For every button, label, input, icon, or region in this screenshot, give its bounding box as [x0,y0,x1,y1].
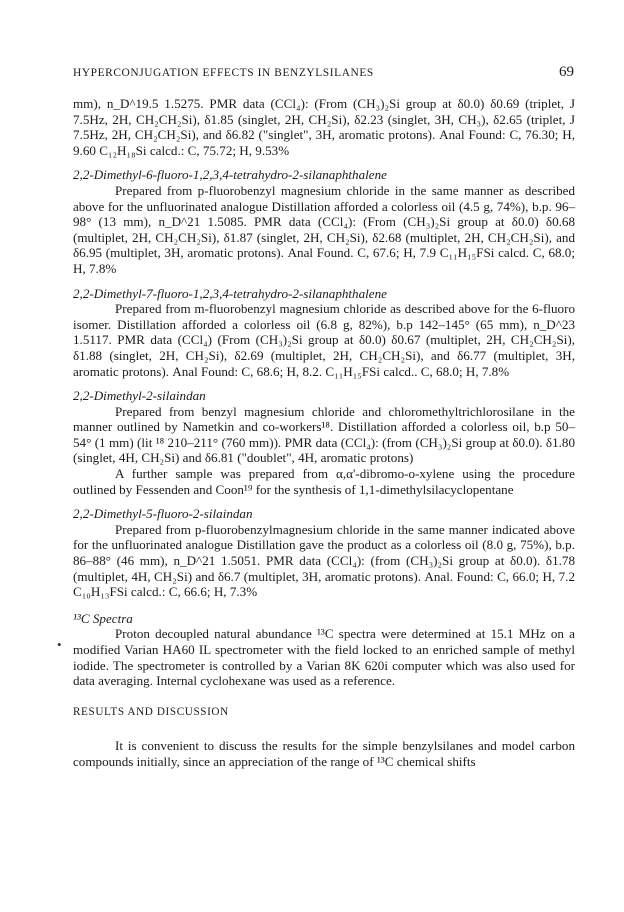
section-title: 2,2-Dimethyl-6-fluoro-1,2,3,4-tetrahydro-2-silanaphthalene [73,167,387,183]
intro-paragraph: mm), n_D^19.5 1.5275. PMR data (CCl₄): (From (CH₃)₂Si group at δ0.0) δ0.69 (triplet, J 7.5Hz, 2H, CH₂CH₂Si), δ1.85 (singlet, 2H, CH₂Si), δ2.23 (singlet, 3H, CH₃), δ2.65 (triplet, J 7.5Hz, 2H, CH₂CH₂Si), and δ6.82 ("singlet", 3H, aromatic protons). Anal Found: C, 76.30; H, 9.60 C₁₂H₁₈Si calcd.: C, 75.72; H, 9.53% [73,96,575,158]
section-c13-spectra [73,611,575,689]
section-paragraph: Prepared from p-fluorobenzyl magnesium chloride in the same manner as described above for the unfluorinated analogue Distillation afforded a colorless oil (4.5 g, 74%), b.p. 96–98° (13 mm), n_D^21 1.5085. PMR data (CCl₄): (From (CH₃)₂Si group at δ0.0) δ0.68 (multiplet, 2H, CH₂CH₂Si), δ1.87 (singlet, 2H, CH₂Si), δ2.68 (multiplet, 2H, CH₂CH₂Si), and δ6.95 (multiplet, 3H, aromatic protons). Anal Found. C, 67.6; H, 7.9 C₁₁H₁₅FSi calcd. C, 68.0; H, 7.8% [73,182,575,276]
section-paragraph: Prepared from m-fluorobenzyl magnesium chloride as described above for the 6-fluoro isomer. Distillation afforded a colorless oil (6.8 g, 82%), b.p 142–145° (65 mm), n_D^23 1.5117. PMR data (CCl₄) (From (CH₃)₂Si group at δ0.0) δ0.67 (multiplet, 2H, CH₂CH₂Si), δ1.88 (singlet, 2H, CH₂Si), δ2.69 (multiplet, 2H, CH₂CH₂Si), and δ6.77 (multiplet, 3H, aromatic protons). Anal Found: C, 68.6; H, 8.2. C₁₁H₁₅FSi calcd.. C, 68.0; H, 7.8% [73,301,575,379]
section-title: 2,2-Dimethyl-7-fluoro-1,2,3,4-tetrahydro-2-silanaphthalene [73,285,387,301]
running-header [73,66,574,84]
section-6-fluoro [73,167,575,276]
section-5-fluoro-silaindan [73,506,575,600]
margin-mark: • [57,637,62,652]
section-paragraph: Proton decoupled natural abundance ¹³C spectra were determined at 15.1 MHz on a modified Varian HA60 IL spectrometer with the field locked to an enriched sample of methyl iodide. The spectrometer is controlled by a Varian 8K 620i computer which was also used for data averaging. Internal cyclohexane was used as a reference. [73,626,575,689]
section-paragraph-continued: A further sample was prepared from α,α'-dibromo-o-xylene using the procedure outlined by Fessenden and Coon¹⁹ for the synthesis of 1,1-dimethylsilacyclopentane [73,466,575,497]
results-paragraph: It is convenient to discuss the results for the simple benzylsilanes and model carbon compounds initially, since an appreciation of the range of ¹³C chemical shifts [73,738,575,769]
section-paragraph: Prepared from benzyl magnesium chloride and chloromethyltrichlorosilane in the manner outlined by Nametkin and co-workers¹⁸. Distillation afforded a colorless oil, b.p 50–54° (1 mm) (lit ¹⁸ 210–211° (760 mm)). PMR data (CCl₄): (from (CH₃)₂Si group at δ0.0). δ1.80 (singlet, 4H, CH₂Si) and δ6.81 ("doublet", 4H, aromatic protons) [73,403,575,466]
section-silaindan [73,388,575,497]
section-7-fluoro [73,286,575,380]
section-title: ¹³C Spectra [73,610,133,626]
results-heading: RESULTS AND DISCUSSION [73,705,229,718]
body-text [73,96,575,770]
section-paragraph: Prepared from p-fluorobenzylmagnesium chloride in the same manner indicated above for the unfluorinated analogue Distillation gave the product as a colorless oil (8.0 g, 75%), b.p. 86–88° (46 mm), n_D^21 1.5051. PMR data (CCl₄): (from (CH₃)₂Si group at δ0.0). δ1.78 (multiplet, 4H, CH₂Si) and δ6.7 (multiplet, 3H, aromatic protons). Anal. Found: C, 66.0; H, 7.2 C₁₀H₁₃FSi calcd.: C, 66.6; H, 7.3% [73,521,575,600]
page-number: 69 [559,64,574,80]
running-title: HYPERCONJUGATION EFFECTS IN BENZYLSILANES [73,67,374,79]
section-title: 2,2-Dimethyl-5-fluoro-2-silaindan [73,506,253,522]
section-title: 2,2-Dimethyl-2-silaindan [73,388,206,404]
